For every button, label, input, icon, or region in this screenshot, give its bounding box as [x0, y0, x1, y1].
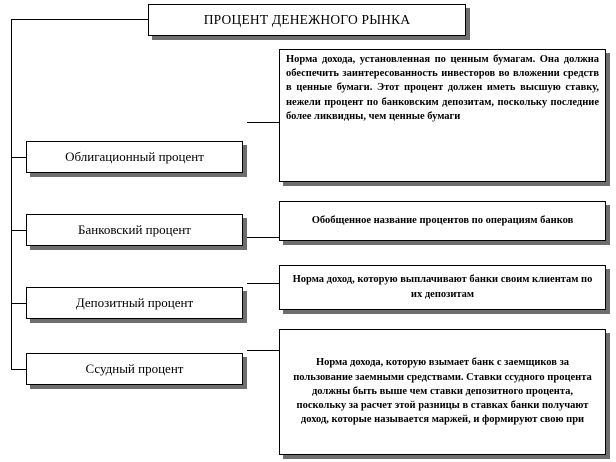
description-bank-interest-text: Обобщенное название процентов по операциям банков — [311, 214, 574, 226]
description-bond-interest: Норма дохода, установленная по ценным бумагам. Она должна обеспечить заинтересованность инвесторов во вложении средств в ценные бумаги. Этот процент должен иметь высшую ставку, нежели процент по банковским депозитам, поскольку последние более ликвидны, чем ценные бумаги — [279, 49, 606, 182]
item-bank-interest: Банковский процент — [26, 214, 243, 246]
connector-item-2-desc — [247, 237, 279, 238]
diagram-title: ПРОЦЕНТ ДЕНЕЖНОГО РЫНКА — [148, 4, 466, 36]
connector-to-item-2 — [11, 230, 26, 231]
connector-title-left — [11, 19, 148, 20]
description-loan-interest-text: Норма дохода, которую взымает банк с заемщиков за пользование заемными средствами. Ставки ссудного процента должны быть выше чем ставки депозитного процента, поскольку за расчет этой разницы в ставках банки получают доход, которые называется маржей, и формируют свою при — [293, 357, 592, 426]
description-bank-interest — [279, 201, 606, 241]
item-bond-interest: Облигационный процент — [26, 141, 243, 173]
description-deposit-interest-text: Норма доход, которую выплачивают банки своим клиентам по их депозитам — [292, 274, 593, 300]
connector-to-item-3 — [11, 303, 26, 304]
connector-to-item-1 — [11, 157, 26, 158]
connector-item-3-desc — [247, 283, 279, 284]
description-deposit-interest — [279, 265, 606, 310]
item-loan-interest: Ссудный процент — [26, 353, 243, 385]
connector-item-4-desc — [247, 350, 279, 351]
connector-to-item-4 — [11, 369, 26, 370]
description-loan-interest — [279, 329, 606, 455]
connector-main-vertical — [11, 19, 12, 369]
item-deposit-interest: Депозитный процент — [26, 287, 243, 319]
connector-item-1-desc — [247, 122, 279, 123]
